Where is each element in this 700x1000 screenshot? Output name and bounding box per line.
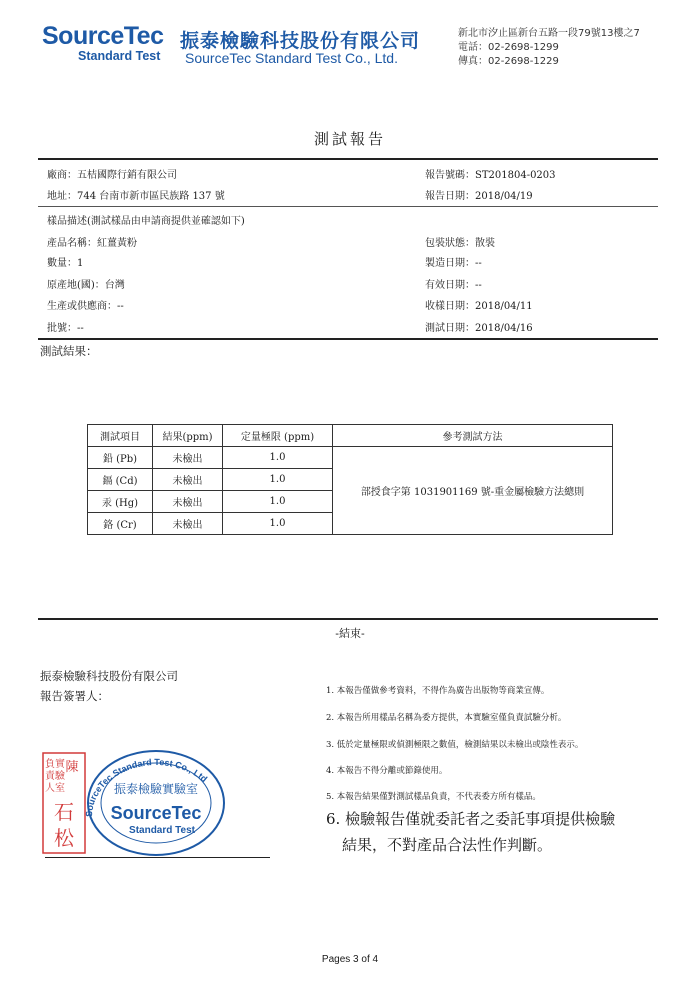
signature-line	[45, 857, 270, 858]
cell-result: 未檢出	[153, 447, 223, 469]
product-name: 產品名稱：紅薑黃粉	[47, 238, 137, 249]
contact-phone: 電話：02-2698-1299	[458, 42, 559, 53]
note-3: 3. 低於定量極限或偵測極限之數值，檢測結果以未檢出或陰性表示。	[326, 740, 584, 750]
note-2: 2. 本報告所用樣品名稱為委方提供，本實驗室僅負責試驗分析。	[326, 713, 567, 723]
cell-item: 汞 (Hg)	[88, 491, 153, 513]
cell-limit: 1.0	[223, 447, 333, 469]
quantity: 數量：1	[47, 258, 84, 269]
note-4: 4. 本報告不得分離或節錄使用。	[326, 766, 448, 776]
contact-block	[458, 27, 640, 69]
info-mid-rule	[38, 206, 658, 207]
cell-method: 部授食字第 1031901169 號-重金屬檢驗方法總則	[333, 447, 613, 535]
logo-main-text: SourceTec	[42, 22, 164, 50]
results-table	[87, 424, 613, 535]
received-date: 收樣日期：2018/04/11	[425, 301, 533, 312]
chop-small-2: 責驗	[45, 771, 65, 782]
header-result: 結果(ppm)	[153, 425, 223, 447]
address: 地址：744 台南市新市區民族路 137 號	[47, 191, 225, 202]
header-test-item: 測試項目	[88, 425, 153, 447]
note-6-line-2: 結果，不對產品合法性作判斷。	[342, 836, 553, 854]
official-stamp	[40, 745, 265, 857]
table-header-row	[88, 425, 613, 447]
batch-number: 批號：--	[47, 323, 84, 334]
note-6-line-1: 6. 檢驗報告僅就委託者之委託事項提供檢驗	[326, 810, 616, 828]
header-limit: 定量極限 (ppm)	[223, 425, 333, 447]
signer-label: 報告簽署人：	[40, 689, 109, 703]
report-date: 報告日期：2018/04/19	[425, 191, 533, 202]
note-5: 5. 本報告結果僅對測試樣品負責，不代表委方所有樣品。	[326, 792, 541, 802]
expiry-date: 有效日期：--	[425, 280, 482, 291]
cell-item: 鉻 (Cr)	[88, 513, 153, 535]
manufacture-date: 製造日期：--	[425, 258, 482, 269]
chop-name-1: 陳	[65, 760, 79, 775]
contact-fax: 傳真：02-2698-1229	[458, 56, 559, 67]
page-number: Pages 3 of 4	[321, 954, 379, 965]
logo-sub-text: Standard Test	[78, 49, 161, 63]
cell-result: 未檢出	[153, 513, 223, 535]
chop-name-3: 松	[54, 826, 74, 850]
producer: 生產或供應商：--	[47, 301, 124, 312]
cell-result: 未檢出	[153, 469, 223, 491]
chop-small-1: 負實	[45, 759, 65, 770]
stamp-logo-sub: Standard Test	[129, 825, 195, 836]
sample-description: 樣品描述(測試樣品由申請商提供並確認如下)	[47, 216, 245, 227]
chop-small-3: 人室	[45, 783, 65, 794]
stamp-lab-name: 振泰檢驗實驗室	[113, 782, 199, 796]
note-1: 1. 本報告僅做參考資料，不得作為廣告出版物等商業宣傳。	[326, 686, 550, 696]
company-name-en: SourceTec Standard Test Co., Ltd.	[185, 50, 398, 66]
info-top-rule	[38, 158, 658, 160]
chop-name-2: 石	[54, 800, 74, 824]
info-bottom-rule	[38, 338, 658, 340]
contact-address: 新北市汐止區新台五路一段79號13樓之7	[458, 28, 640, 39]
report-title: 測試報告	[313, 130, 386, 148]
package-status: 包裝狀態：散裝	[425, 238, 495, 249]
cell-item: 鎘 (Cd)	[88, 469, 153, 491]
cell-limit: 1.0	[223, 491, 333, 513]
test-date: 測試日期：2018/04/16	[425, 323, 533, 334]
end-mark: -結束-	[335, 627, 365, 640]
origin: 原產地(國)：台灣	[47, 280, 125, 291]
stamp-logo-main: SourceTec	[110, 803, 202, 823]
manufacturer: 廠商：五桔國際行銷有限公司	[47, 170, 177, 181]
stamp-ring-text: SourceTec Standard Test Co., Ltd	[83, 756, 210, 818]
cell-limit: 1.0	[223, 513, 333, 535]
header-method: 參考測試方法	[333, 425, 613, 447]
cell-result: 未檢出	[153, 491, 223, 513]
results-label: 測試結果：	[40, 344, 98, 358]
cell-limit: 1.0	[223, 469, 333, 491]
signing-company: 振泰檢驗科技股份有限公司	[40, 669, 178, 683]
company-logo	[42, 22, 177, 68]
table-row	[88, 447, 613, 469]
cell-item: 鉛 (Pb)	[88, 447, 153, 469]
end-rule	[38, 618, 658, 620]
company-name-zh: 振泰檢驗科技股份有限公司	[180, 30, 421, 52]
report-number: 報告號碼：ST201804-0203	[425, 170, 556, 181]
